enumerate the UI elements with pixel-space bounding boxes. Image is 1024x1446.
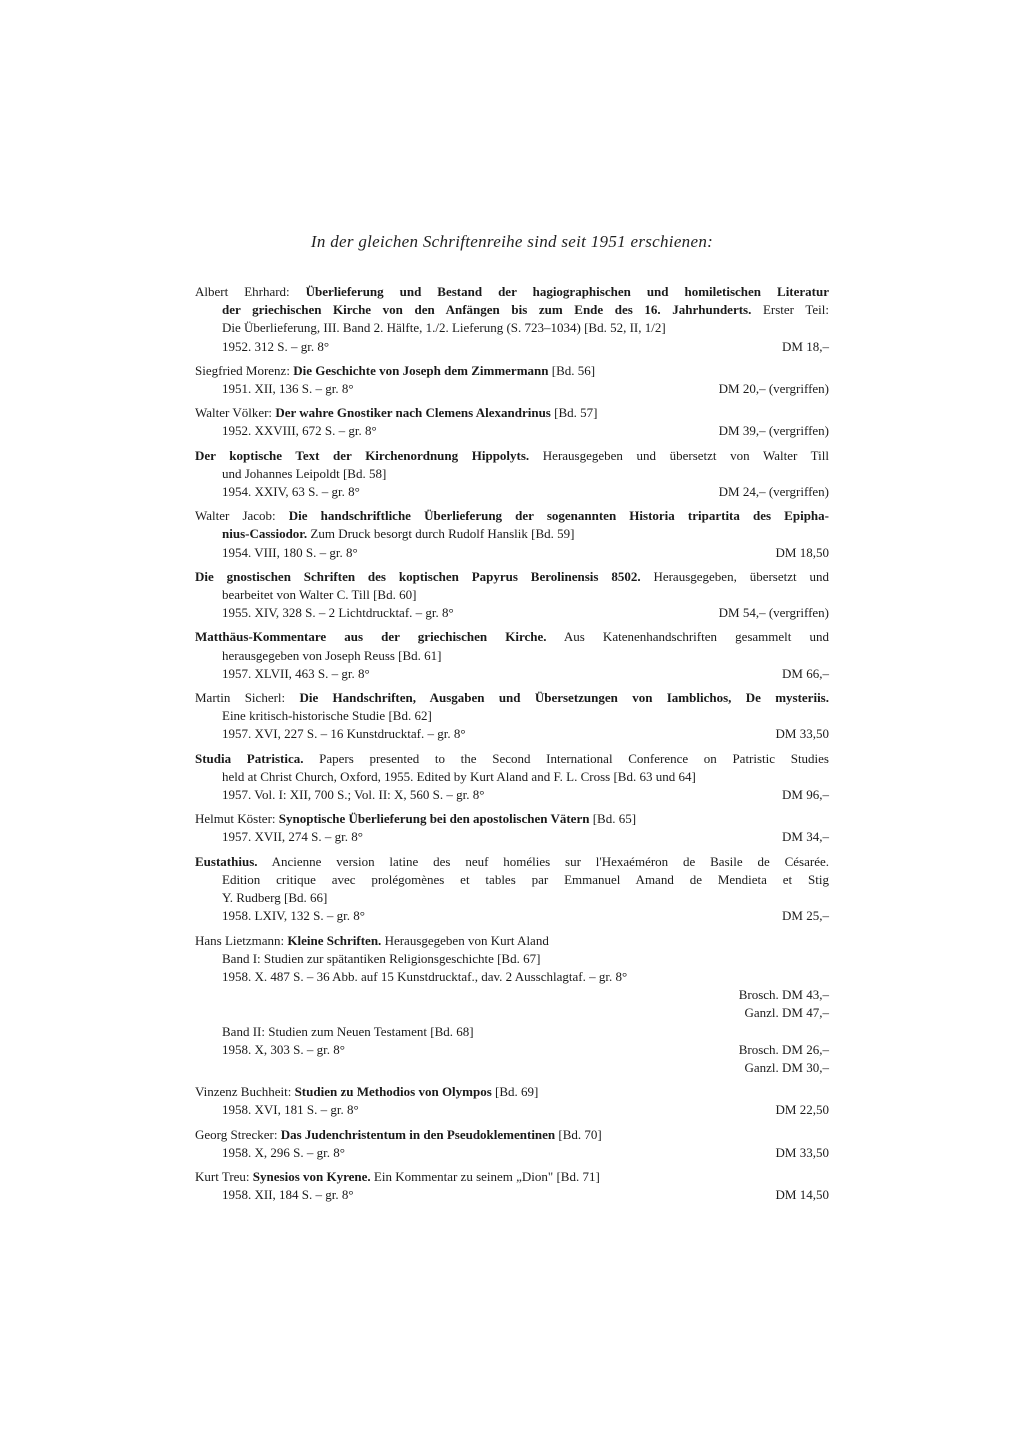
- list-item: [195, 507, 829, 562]
- price: DM 33,50: [775, 726, 829, 742]
- description: Die Überlieferung, III. Band 2. Hälfte, 1./2. Lieferung (S. 723–1034) [Bd. 52, II, 1/2]: [222, 320, 666, 336]
- title: Der koptische Text der Kirchenordnung Hippolyts.: [195, 447, 530, 463]
- price: DM 39,– (vergriffen): [718, 423, 829, 439]
- list-item: [195, 1126, 829, 1162]
- price: DM 25,–: [782, 908, 829, 924]
- publication-details: 1951. XII, 136 S. – gr. 8°: [222, 381, 354, 397]
- price: DM 54,– (vergriffen): [718, 605, 829, 621]
- band-title: Band II: Studien zum Neuen Testament [Bd. 68]: [222, 1023, 474, 1039]
- price: DM 66,–: [782, 665, 829, 681]
- publication-details: 1954. XXIV, 63 S. – gr. 8°: [222, 484, 360, 500]
- publication-details: 1952. XXVIII, 672 S. – gr. 8°: [222, 423, 377, 439]
- author: Martin Sicherl:: [195, 690, 286, 706]
- volume-number: [Bd. 69]: [495, 1084, 539, 1100]
- title: Das Judenchristentum in den Pseudoklementinen: [280, 1126, 556, 1142]
- price: DM 22,50: [775, 1102, 829, 1118]
- list-item: [195, 689, 829, 744]
- volume-number: [Bd. 57]: [554, 405, 598, 421]
- publication-details: 1952. 312 S. – gr. 8°: [222, 338, 330, 354]
- volume-number: [Bd. 65]: [592, 811, 637, 827]
- price-ganzleinen: Ganzl. DM 47,–: [744, 1005, 829, 1021]
- author: Hans Lietzmann:: [195, 932, 285, 948]
- title: Die handschriftliche Überlieferung der sogenannten Historia tripartita des Epipha-: [288, 508, 829, 524]
- volume-number: [Bd. 56]: [551, 362, 596, 378]
- description: Eine kritisch-historische Studie [Bd. 62]: [222, 708, 432, 724]
- publication-details: 1958. X, 296 S. – gr. 8°: [222, 1144, 345, 1160]
- description: Aus Katenenhandschriften gesammelt und: [546, 629, 829, 645]
- author: Walter Völker:: [195, 405, 273, 421]
- price: DM 24,– (vergriffen): [718, 484, 829, 500]
- price-broschiert: Brosch. DM 43,–: [738, 987, 829, 1003]
- description: Herausgegeben und übersetzt von Walter Till: [529, 447, 829, 463]
- description: Edition critique avec prolégomènes et tables par Emmanuel Amand de Mendieta et Stig: [222, 871, 829, 887]
- title: Studien zu Methodios von Olympos: [294, 1084, 492, 1100]
- price-broschiert: Brosch. DM 26,–: [738, 1041, 829, 1057]
- list-item: [195, 1168, 829, 1204]
- list-item: [195, 447, 829, 502]
- title: Die gnostischen Schriften des koptischen Papyrus Berolinensis 8502.: [195, 568, 641, 584]
- author: Georg Strecker:: [195, 1126, 278, 1142]
- description: Herausgegeben, übersetzt und: [640, 568, 829, 584]
- description: Herausgegeben von Kurt Aland: [381, 932, 549, 948]
- title: Der wahre Gnostiker nach Clemens Alexandrinus: [275, 405, 551, 421]
- description: bearbeitet von Walter C. Till [Bd. 60]: [222, 587, 417, 603]
- description: und Johannes Leipoldt [Bd. 58]: [222, 465, 387, 481]
- price: DM 33,50: [775, 1144, 829, 1160]
- author: Kurt Treu:: [195, 1168, 250, 1184]
- title: Studia Patristica.: [195, 750, 304, 766]
- price: DM 34,–: [782, 829, 829, 845]
- title: Synesios von Kyrene.: [252, 1168, 371, 1184]
- price: DM 18,–: [782, 338, 829, 354]
- list-item: [195, 628, 829, 683]
- title: Überlieferung und Bestand der hagiographischen und homiletischen Literatur: [305, 284, 829, 299]
- list-item: [195, 932, 829, 1078]
- band-title: Band I: Studien zur spätantiken Religionsgeschichte [Bd. 67]: [222, 950, 541, 966]
- publication-details: 1958. X. 487 S. – 36 Abb. auf 15 Kunstdrucktaf., dav. 2 Ausschlagtaf. – gr. 8°: [222, 968, 628, 984]
- list-item: [195, 750, 829, 805]
- publication-details: 1958. LXIV, 132 S. – gr. 8°: [222, 908, 365, 924]
- author: Walter Jacob:: [195, 508, 276, 524]
- title-continued: der griechischen Kirche von den Anfängen bis zum Ende des 16. Jahrhunderts.: [222, 302, 752, 318]
- price: DM 96,–: [782, 787, 829, 803]
- price: DM 20,– (vergriffen): [718, 381, 829, 397]
- title-continued: nius-Cassiodor.: [222, 526, 308, 542]
- author: Helmut Köster:: [195, 811, 276, 827]
- description: herausgegeben von Joseph Reuss [Bd. 61]: [222, 647, 442, 663]
- author: Siegfried Morenz:: [195, 362, 290, 378]
- description: held at Christ Church, Oxford, 1955. Edited by Kurt Aland and F. L. Cross [Bd. 63 und 64]: [222, 768, 696, 784]
- description: Y. Rudberg [Bd. 66]: [222, 890, 328, 906]
- list-item: [195, 362, 829, 398]
- publication-details: 1955. XIV, 328 S. – 2 Lichtdrucktaf. – gr. 8°: [222, 605, 454, 621]
- author: Vinzenz Buchheit:: [195, 1084, 292, 1100]
- title: Synoptische Überlieferung bei den apostolischen Vätern: [278, 811, 590, 827]
- publication-details: 1957. Vol. I: XII, 700 S.; Vol. II: X, 560 S. – gr. 8°: [222, 787, 485, 803]
- description: Papers presented to the Second International Conference on Patristic Studies: [303, 750, 829, 766]
- list-item: [195, 810, 829, 846]
- title: Eustathius.: [195, 853, 258, 869]
- list-item: [195, 283, 829, 356]
- volume-number: [Bd. 70]: [558, 1126, 602, 1142]
- publication-details: 1954. VIII, 180 S. – gr. 8°: [222, 544, 358, 560]
- publication-list: [195, 283, 829, 1210]
- list-item: [195, 404, 829, 440]
- price: DM 14,50: [775, 1187, 829, 1203]
- list-item: [195, 568, 829, 623]
- author: Albert Ehrhard:: [195, 284, 290, 299]
- title: Matthäus-Kommentare aus der griechischen Kirche.: [195, 629, 547, 645]
- description: Ein Kommentar zu seinem „Dion" [Bd. 71]: [370, 1168, 600, 1184]
- title: Die Geschichte von Joseph dem Zimmermann: [293, 362, 549, 378]
- price-ganzleinen: Ganzl. DM 30,–: [744, 1059, 829, 1075]
- price: DM 18,50: [775, 544, 829, 560]
- page-heading: In der gleichen Schriftenreihe sind seit 1951 erschienen:: [310, 232, 714, 251]
- title: Kleine Schriften.: [287, 932, 382, 948]
- list-item: [195, 853, 829, 926]
- publication-details: 1957. XLVII, 463 S. – gr. 8°: [222, 665, 370, 681]
- title: Die Handschriften, Ausgaben und Übersetzungen von Iamblichos, De mysteriis.: [299, 690, 829, 706]
- publication-details: 1958. X, 303 S. – gr. 8°: [222, 1041, 345, 1057]
- publication-details: 1957. XVI, 227 S. – 16 Kunstdrucktaf. – gr. 8°: [222, 726, 466, 742]
- publication-details: 1958. XVI, 181 S. – gr. 8°: [222, 1102, 359, 1118]
- description: Erster Teil:: [751, 302, 829, 318]
- list-item: [195, 1083, 829, 1119]
- description: Ancienne version latine des neuf homélies sur l'Hexaéméron de Basile de Césarée.: [257, 853, 829, 869]
- publication-details: 1958. XII, 184 S. – gr. 8°: [222, 1187, 354, 1203]
- publication-details: 1957. XVII, 274 S. – gr. 8°: [222, 829, 363, 845]
- description: Zum Druck besorgt durch Rudolf Hanslik [Bd. 59]: [307, 526, 575, 542]
